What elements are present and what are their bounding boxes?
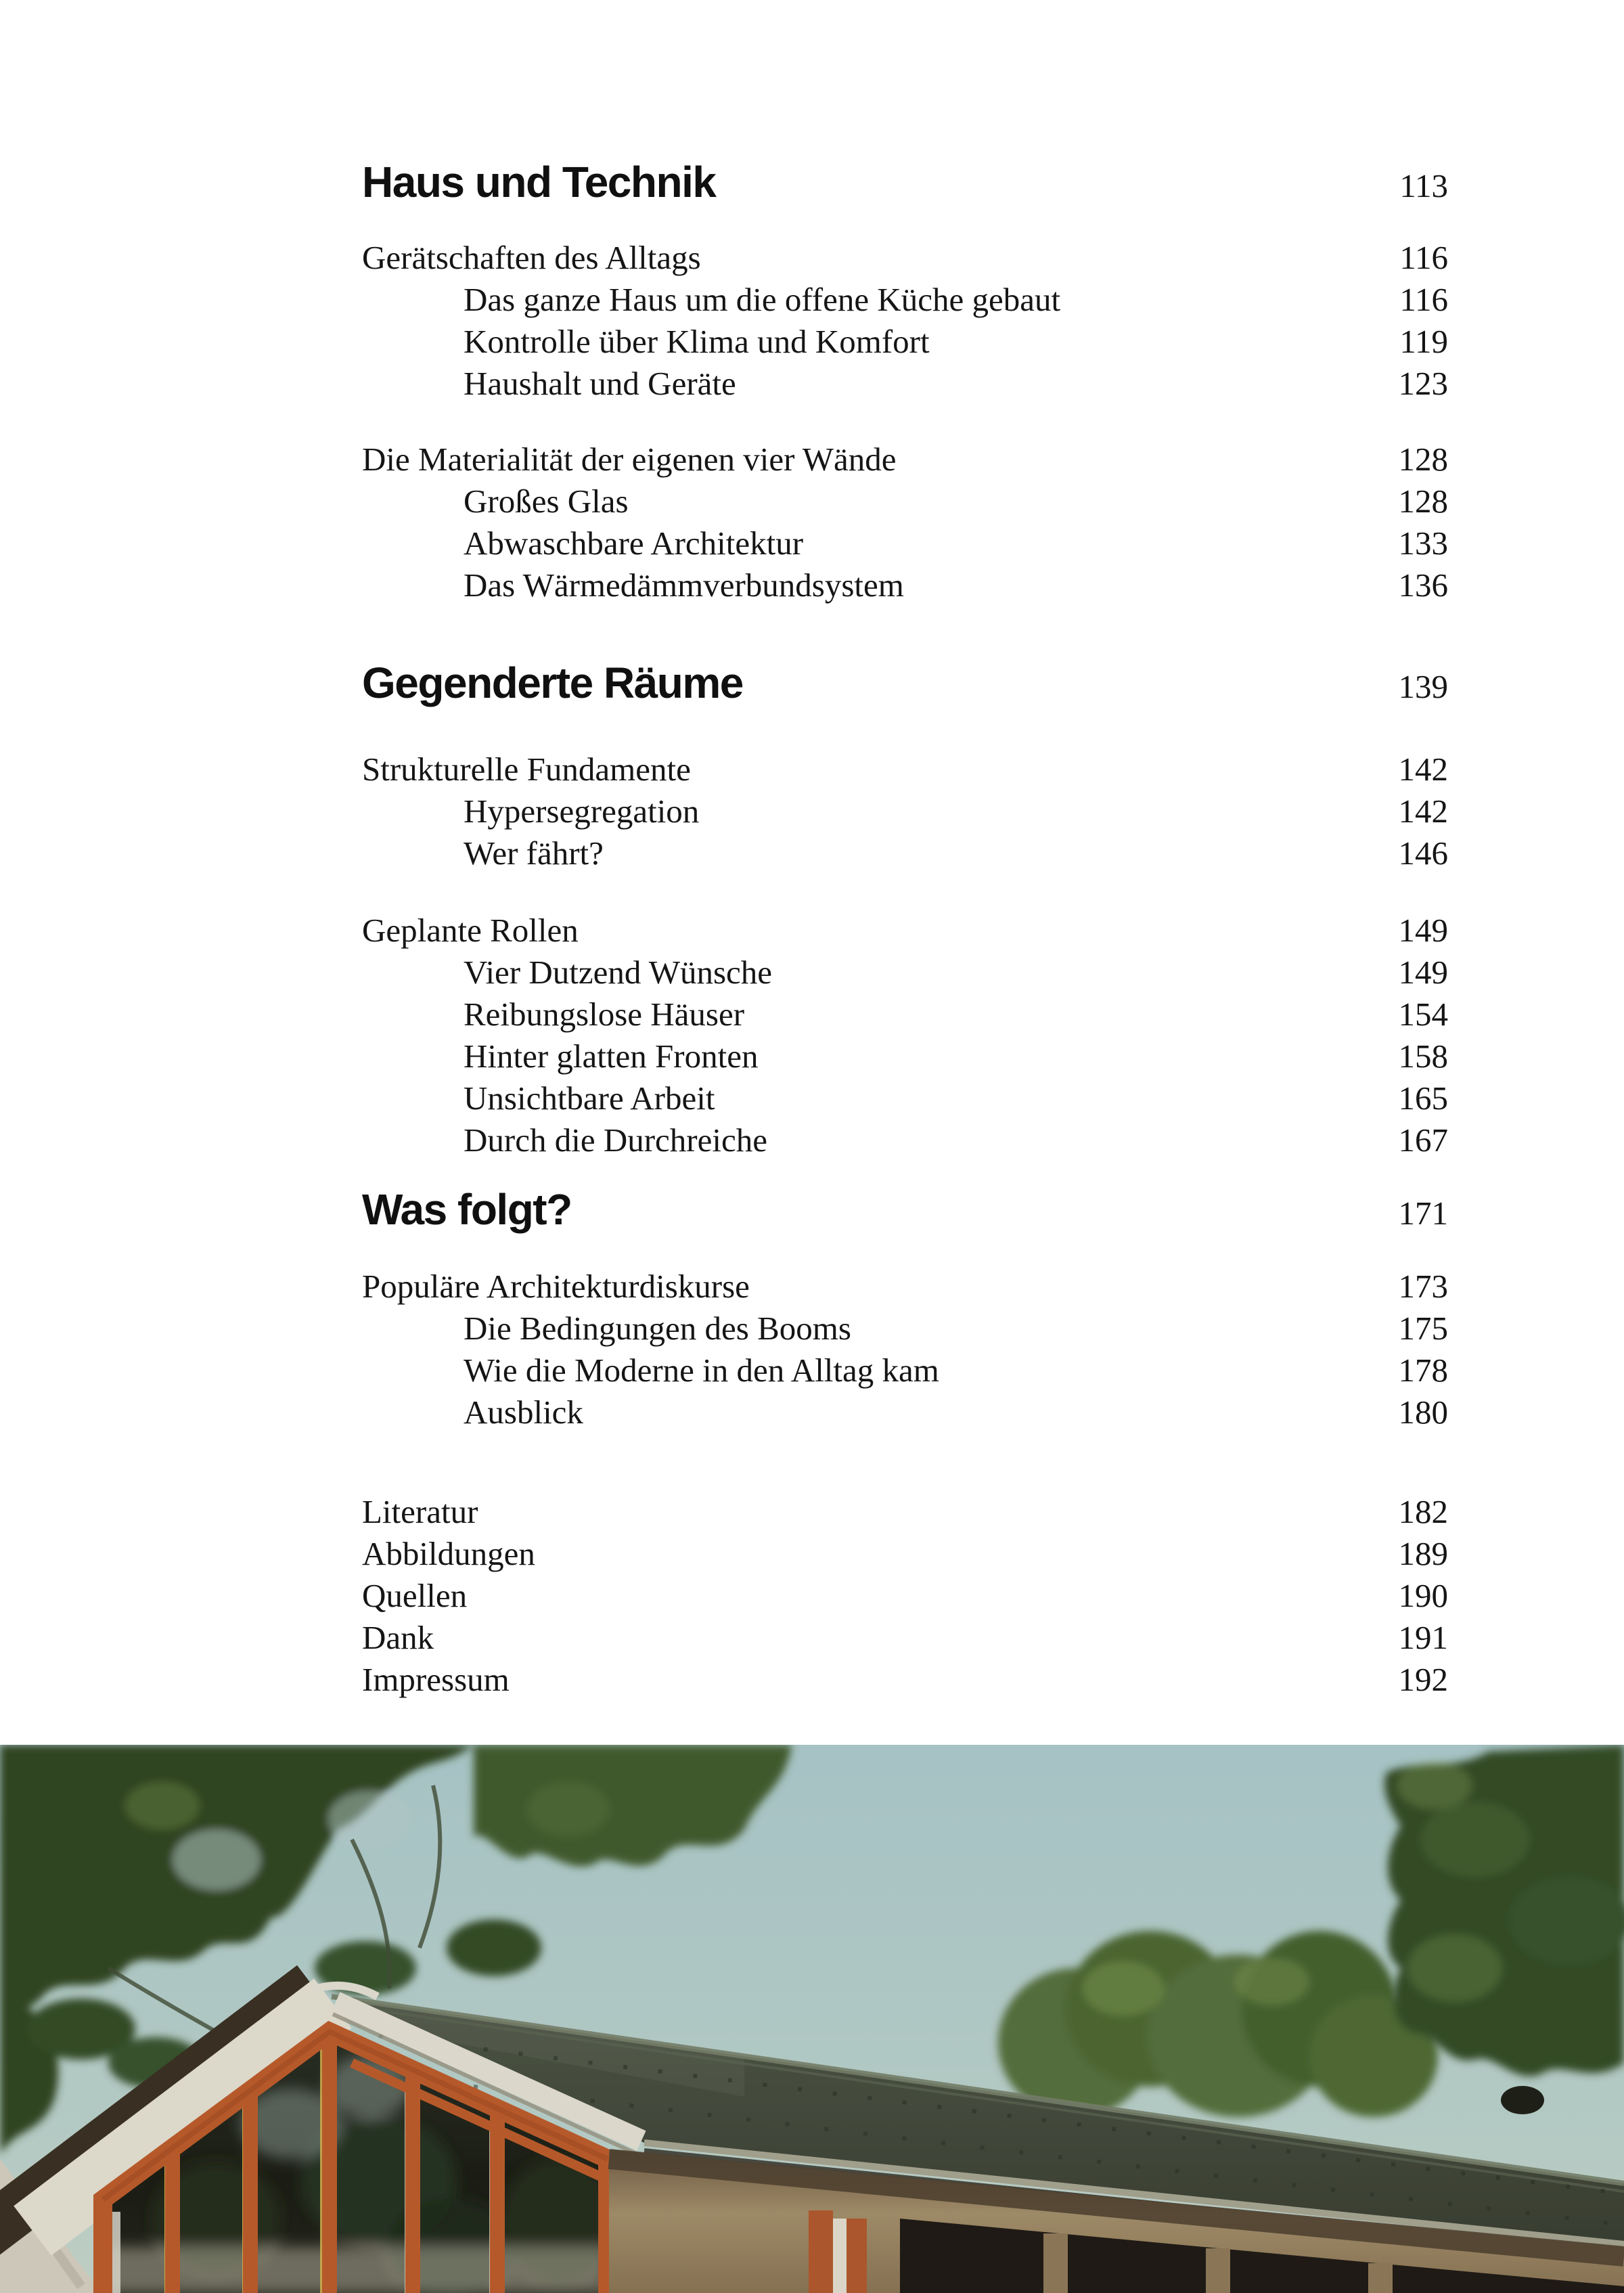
toc-heading-row <box>362 658 1448 708</box>
toc-entry-label: Strukturelle Fundamente <box>362 751 691 788</box>
toc-entry <box>362 364 1448 406</box>
toc-entry-label: Die Bedingungen des Booms <box>464 1310 851 1347</box>
toc-entry-page-number: 175 <box>1398 1310 1448 1347</box>
toc-section <box>362 157 1448 207</box>
toc-entry-page-number: 182 <box>1398 1493 1448 1530</box>
toc-entry-page-number: 116 <box>1399 239 1448 276</box>
toc-entry-page-number: 136 <box>1398 566 1448 604</box>
toc-entry-page-number: 189 <box>1398 1535 1448 1572</box>
toc-entry <box>362 1618 1448 1660</box>
toc-entry-page-number: 142 <box>1398 793 1448 830</box>
toc-entry-label: Das Wärmedämmverbundsystem <box>464 566 904 604</box>
toc-entry-label: Quellen <box>362 1577 468 1614</box>
toc-entry-label: Haushalt und Geräte <box>464 365 736 402</box>
toc-entry <box>362 1534 1448 1576</box>
photo-house <box>0 1745 1624 2293</box>
toc-entry <box>362 1660 1448 1702</box>
section-page-number: 171 <box>1398 1195 1448 1232</box>
toc-entry-label: Literatur <box>362 1493 478 1530</box>
toc-entry-page-number: 190 <box>1398 1577 1448 1614</box>
house-photo-illustration <box>0 1745 1624 2293</box>
toc-entry <box>362 280 1448 322</box>
toc-entry-label: Gerätschaften des Alltags <box>362 239 701 276</box>
section-page-number: 113 <box>1399 167 1448 204</box>
toc-entry <box>362 524 1448 566</box>
toc-entry <box>362 1079 1448 1121</box>
toc-entry <box>362 440 1448 482</box>
toc-entry-page-number: 191 <box>1398 1619 1448 1656</box>
section-page-number: 139 <box>1398 668 1448 705</box>
toc-entry-label: Populäre Architekturdiskurse <box>362 1268 750 1305</box>
toc-entry-page-number: 178 <box>1398 1352 1448 1389</box>
toc-group <box>362 1267 1448 1435</box>
toc-entry <box>362 1393 1448 1435</box>
toc-entry-page-number: 128 <box>1398 441 1448 478</box>
toc-entry-label: Kontrolle über Klima und Komfort <box>464 323 930 360</box>
toc-entry-page-number: 158 <box>1398 1038 1448 1075</box>
toc-group <box>362 440 1448 608</box>
toc-entry <box>362 911 1448 953</box>
toc-entry-page-number: 133 <box>1398 525 1448 562</box>
toc-entry-label: Wer fährt? <box>464 834 604 872</box>
toc-entry <box>362 953 1448 995</box>
toc-entry-label: Vier Dutzend Wünsche <box>464 954 773 991</box>
toc-section <box>362 658 1448 708</box>
toc-entry <box>362 566 1448 608</box>
toc-section <box>362 1184 1448 1234</box>
toc-group <box>362 750 1448 876</box>
toc-entry-label: Geplante Rollen <box>362 912 579 949</box>
toc-entry <box>362 482 1448 524</box>
section-heading: Was folgt? <box>362 1185 572 1234</box>
toc-entry-page-number: 180 <box>1398 1394 1448 1431</box>
toc-entry-label: Hinter glatten Fronten <box>464 1038 759 1075</box>
toc-entry-page-number: 116 <box>1399 281 1448 318</box>
toc-group <box>362 1492 1448 1702</box>
toc-entry <box>362 792 1448 834</box>
toc-heading-row <box>362 157 1448 207</box>
toc-entry-label: Die Materialität der eigenen vier Wände <box>362 441 897 478</box>
toc-entry-label: Hypersegregation <box>464 793 700 830</box>
film-grain <box>0 1745 1624 2293</box>
toc-entry-page-number: 146 <box>1398 834 1448 872</box>
toc-heading-row <box>362 1184 1448 1234</box>
toc-entry-label: Wie die Moderne in den Alltag kam <box>464 1352 939 1389</box>
toc-entry <box>362 1576 1448 1618</box>
toc-entry-label: Unsichtbare Arbeit <box>464 1079 715 1117</box>
toc-entry <box>362 1121 1448 1163</box>
toc-entry-label: Impressum <box>362 1661 510 1698</box>
toc-entry-page-number: 128 <box>1398 483 1448 520</box>
section-heading: Gegenderte Räume <box>362 659 743 707</box>
toc-entry-page-number: 154 <box>1398 996 1448 1033</box>
toc-entry <box>362 1267 1448 1309</box>
toc-entry <box>362 1351 1448 1393</box>
toc-entry <box>362 834 1448 876</box>
toc-entry <box>362 1037 1448 1079</box>
toc-entry-label: Abbildungen <box>362 1535 535 1572</box>
toc-group <box>362 238 1448 406</box>
toc-entry-page-number: 119 <box>1399 323 1448 360</box>
toc-entry-page-number: 167 <box>1398 1121 1448 1159</box>
toc-entry-page-number: 123 <box>1398 365 1448 402</box>
toc-entry-label: Abwaschbare Architektur <box>464 525 804 562</box>
toc-entry <box>362 322 1448 364</box>
toc-entry <box>362 750 1448 792</box>
toc-entry-label: Durch die Durchreiche <box>464 1121 767 1159</box>
toc-entry-page-number: 142 <box>1398 751 1448 788</box>
toc-entry-page-number: 149 <box>1398 954 1448 991</box>
toc-entry <box>362 1492 1448 1534</box>
toc-entry <box>362 995 1448 1037</box>
toc-entry-page-number: 149 <box>1398 912 1448 949</box>
toc-entry-label: Großes Glas <box>464 483 629 520</box>
toc-entry-label: Ausblick <box>464 1394 583 1431</box>
toc-entry <box>362 238 1448 280</box>
toc-entry-page-number: 173 <box>1398 1268 1448 1305</box>
toc-entry-label: Reibungslose Häuser <box>464 996 745 1033</box>
toc-entry-label: Das ganze Haus um die offene Küche gebaut <box>464 281 1061 318</box>
toc-entry <box>362 1309 1448 1351</box>
section-heading: Haus und Technik <box>362 158 716 206</box>
toc-entry-label: Dank <box>362 1619 434 1656</box>
toc-entry-page-number: 165 <box>1398 1079 1448 1117</box>
toc-group <box>362 911 1448 1163</box>
toc-entry-page-number: 192 <box>1398 1661 1448 1698</box>
